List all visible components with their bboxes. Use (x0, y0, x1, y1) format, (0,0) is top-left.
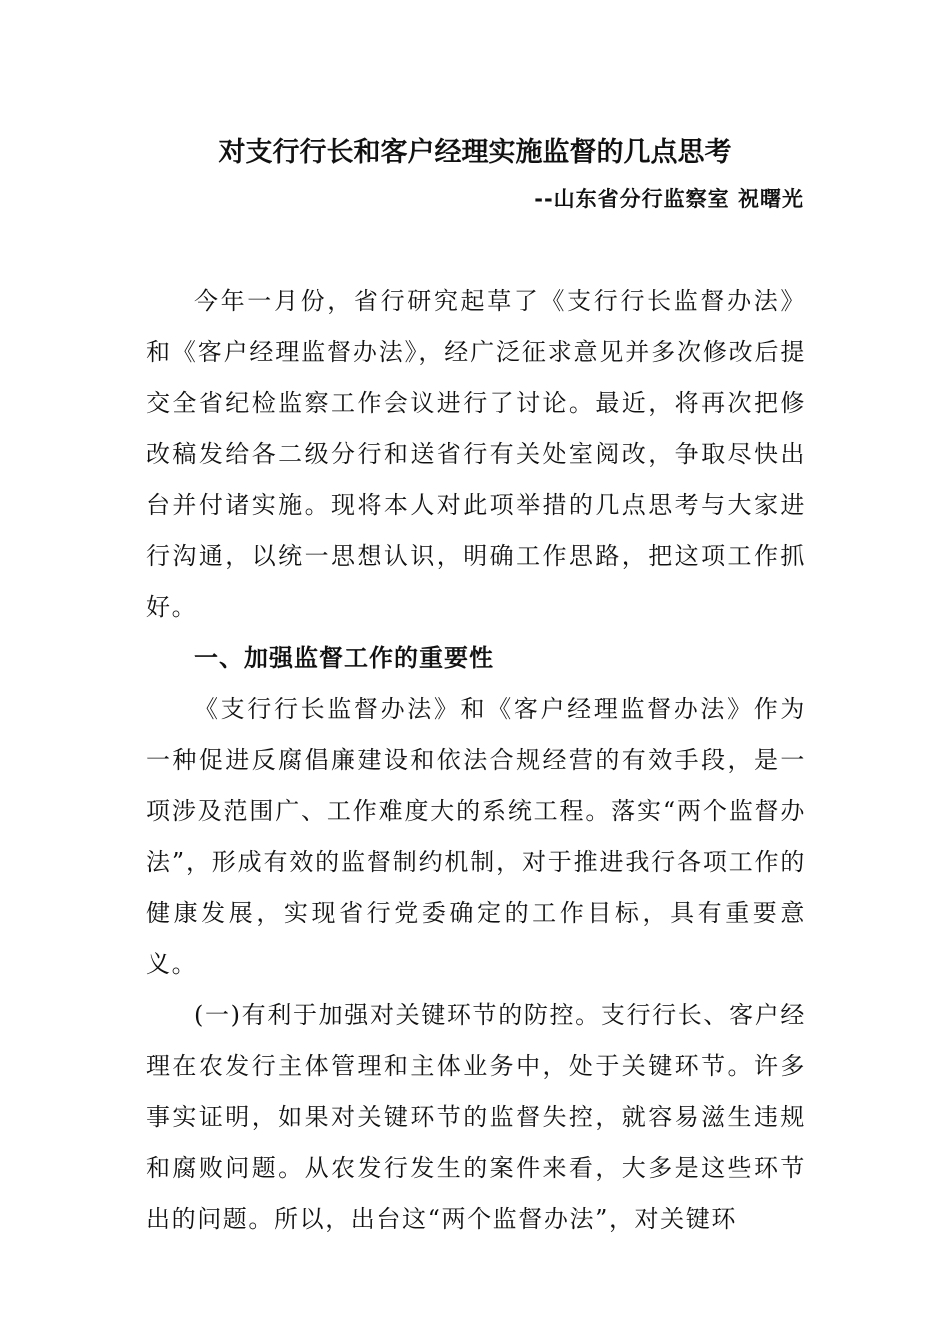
section1-paragraph-1: 《支行行长监督办法》和《客户经理监督办法》作为一种促进反腐倡廉建设和依法合规经营的有效手段，是一项涉及范围广、工作难度大的系统工程。落实“两个监督办法”，形成有效的监督制约机制，对于推进我行各项工作的健康发展，实现省行党委确定的工作目标，具有重要意义。 (146, 695, 806, 978)
intro-paragraph: 今年一月份，省行研究起草了《支行行长监督办法》和《客户经理监督办法》，经广泛征求意见并多次修改后提交全省纪检监察工作会议进行了讨论。最近，将再次把修改稿发给各二级分行和送省行有关处室阅改，争取尽快出台并付诸实施。现将本人对此项举措的几点思考与大家进行沟通，以统一思想认识，明确工作思路，把这项工作抓好。 (146, 287, 806, 621)
document-body (146, 276, 806, 1245)
section-heading-1: 一、加强监督工作的重要性 (194, 644, 494, 672)
author-byline: --山东省分行监察室 祝曙光 (534, 187, 804, 211)
document-title: 对支行行长和客户经理实施监督的几点思考 (218, 137, 732, 168)
section1-paragraph-2: (一)有利于加强对关键环节的防控。支行行长、客户经理在农发行主体管理和主体业务中，处于关键环节。许多事实证明，如果对关键环节的监督失控，就容易滋生违规和腐败问题。从农发行发生的案件来看，大多是这些环节出的问题。所以，出台这“两个监督办法”，对关键环 (146, 1001, 806, 1233)
